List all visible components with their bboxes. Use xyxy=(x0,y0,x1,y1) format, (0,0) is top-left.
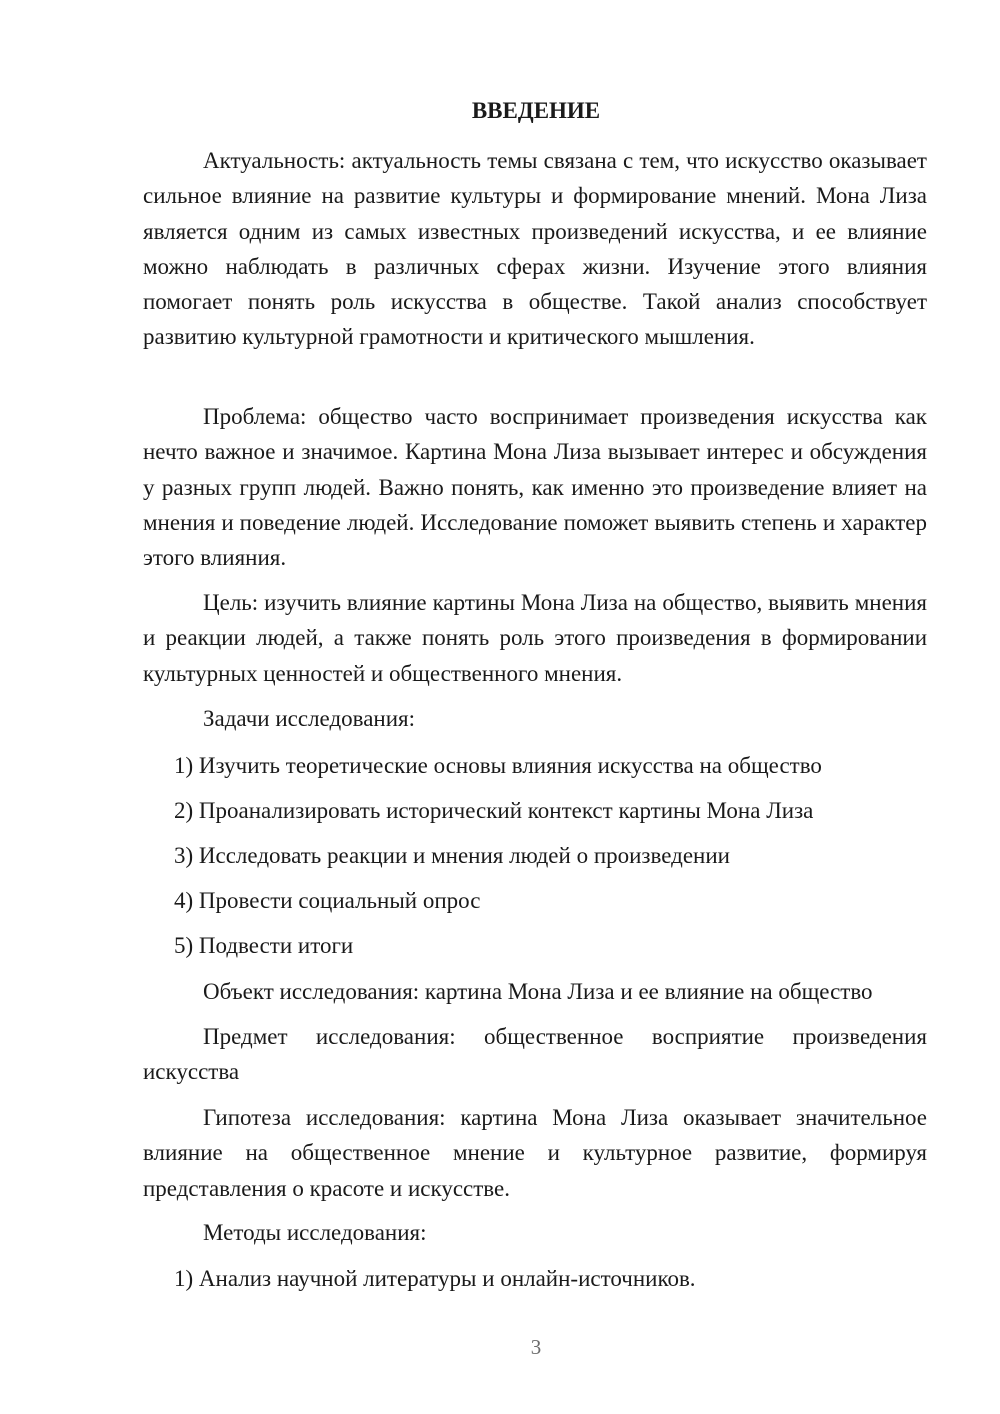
methods-heading: Методы исследования: xyxy=(203,1220,427,1245)
method-item-1: 1) Анализ научной литературы и онлайн-источников. xyxy=(174,1266,696,1291)
task-item-2: 2) Проанализировать исторический контекст картины Мона Лиза xyxy=(174,798,814,823)
subject-paragraph: Предмет исследования: общественное восприятие произведения искусства xyxy=(143,1024,927,1085)
task-item-1: 1) Изучить теоретические основы влияния искусства на общество xyxy=(174,753,822,778)
relevance-paragraph: Актуальность: актуальность темы связана с тем, что искусство оказывает сильное влияние на развитие культуры и формирование мнений. Мона Лиза является одним из самых известных произведений искусства, и ее влияние можно наблюдать в различных сферах жизни. Изучение этого влияния помогает понять роль искусства в обществе. Такой анализ способствует развитию культурной грамотности и критического мышления. xyxy=(143,148,927,350)
task-item-5: 5) Подвести итоги xyxy=(174,933,354,958)
section-heading: ВВЕДЕНИЕ xyxy=(471,98,601,123)
problem-paragraph: Проблема: общество часто воспринимает произведения искусства как нечто важное и значимое. Картина Мона Лиза вызывает интерес и обсуждения у разных групп людей. Важно понять, как именно это произведение влияет на мнения и поведение людей. Исследование поможет выявить степень и характер этого влияния. xyxy=(143,404,927,571)
task-item-3: 3) Исследовать реакции и мнения людей о произведении xyxy=(174,843,730,868)
tasks-heading: Задачи исследования: xyxy=(203,706,416,731)
task-item-4: 4) Провести социальный опрос xyxy=(174,888,481,913)
object-paragraph: Объект исследования: картина Мона Лиза и ее влияние на общество xyxy=(203,979,873,1004)
goal-paragraph: Цель: изучить влияние картины Мона Лиза на общество, выявить мнения и реакции людей, а также понять роль этого произведения в формировании культурных ценностей и общественного мнения. xyxy=(143,590,927,686)
page-number: 3 xyxy=(530,1335,542,1359)
hypothesis-paragraph: Гипотеза исследования: картина Мона Лиза оказывает значительное влияние на общественное мнение и культурное развитие, формируя представления о красоте и искусстве. xyxy=(143,1105,927,1201)
